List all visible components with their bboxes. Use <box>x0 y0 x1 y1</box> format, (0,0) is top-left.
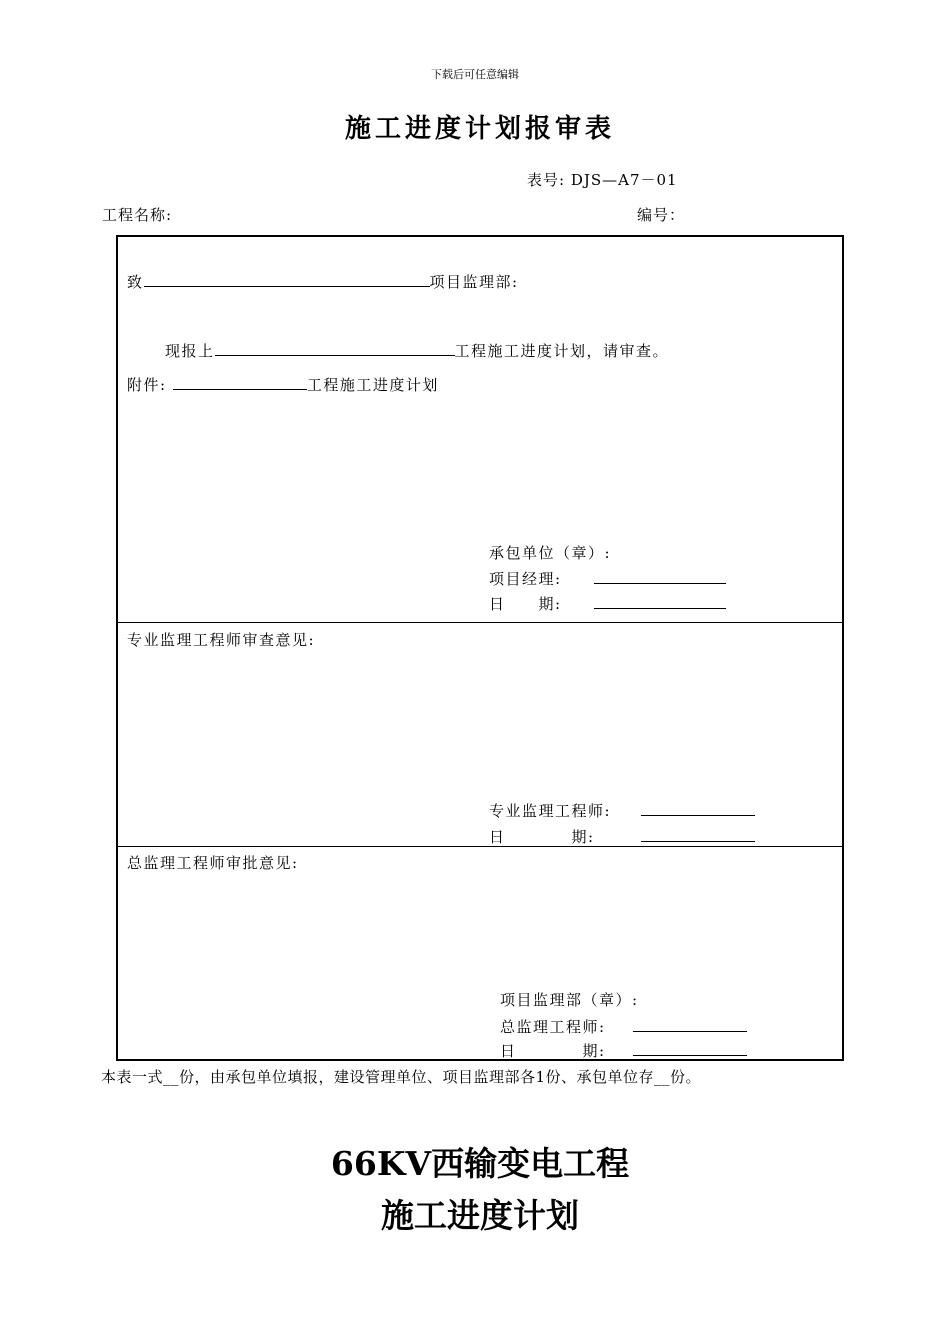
attachment-blank[interactable] <box>173 374 307 390</box>
report-suffix: 工程施工进度计划，请审查。 <box>454 342 670 360</box>
report-blank[interactable] <box>215 340 455 356</box>
dept-label: 项目监理部（章）: <box>500 991 639 1009</box>
attachment-prefix: 附件: <box>127 376 167 394</box>
project-name-label: 工程名称: <box>102 206 173 224</box>
date-blank-3[interactable] <box>633 1040 747 1056</box>
to-prefix: 致 <box>127 273 144 291</box>
attachment-line <box>127 374 439 395</box>
chief-blank[interactable] <box>633 1016 747 1032</box>
date-blank-2[interactable] <box>641 826 755 842</box>
date-label-3: 日 期: <box>500 1042 606 1060</box>
attachment-suffix: 工程施工进度计划 <box>306 376 439 394</box>
report-prefix: 现报上 <box>165 342 215 360</box>
to-line <box>127 271 519 292</box>
serial-number-label: 编号： <box>637 206 686 224</box>
report-line <box>165 340 669 361</box>
date-line-1 <box>489 593 726 614</box>
form-number: 表号: DJS—A7－01 <box>527 171 678 189</box>
chief-label: 总监理工程师: <box>500 1018 606 1036</box>
engineer-label: 专业监理工程师: <box>489 802 612 820</box>
date-label-1: 日 期: <box>489 595 562 613</box>
pm-line <box>489 568 726 589</box>
engineer-line <box>489 800 755 821</box>
date-line-3 <box>500 1040 747 1061</box>
date-line-2 <box>489 826 755 847</box>
pm-blank[interactable] <box>594 568 726 584</box>
contractor-label: 承包单位（章）: <box>489 544 612 562</box>
footer-note: 本表一式__份，由承包单位填报，建设管理单位、项目监理部各1份、承包单位存__份。 <box>101 1068 702 1086</box>
pm-label: 项目经理: <box>489 570 562 588</box>
engineer-blank[interactable] <box>641 800 755 816</box>
form-title: 施工进度计划报审表 <box>344 114 615 144</box>
to-suffix: 项目监理部: <box>429 273 519 291</box>
chief-opinion-heading: 总监理工程师审批意见: <box>127 854 299 872</box>
review-form-table <box>116 235 844 1061</box>
document-title-line-2: 施工进度计划 <box>381 1196 579 1235</box>
document-title-line-1: 66KV西输变电工程 <box>330 1144 630 1183</box>
section-divider-2 <box>118 846 842 847</box>
to-blank[interactable] <box>144 271 430 287</box>
engineer-opinion-heading: 专业监理工程师审查意见: <box>127 631 316 649</box>
date-blank-1[interactable] <box>594 593 726 609</box>
date-label-2: 日 期: <box>489 828 595 846</box>
chief-line <box>500 1016 747 1037</box>
header-note: 下载后可任意编辑 <box>431 68 519 81</box>
section-divider-1 <box>118 622 842 623</box>
